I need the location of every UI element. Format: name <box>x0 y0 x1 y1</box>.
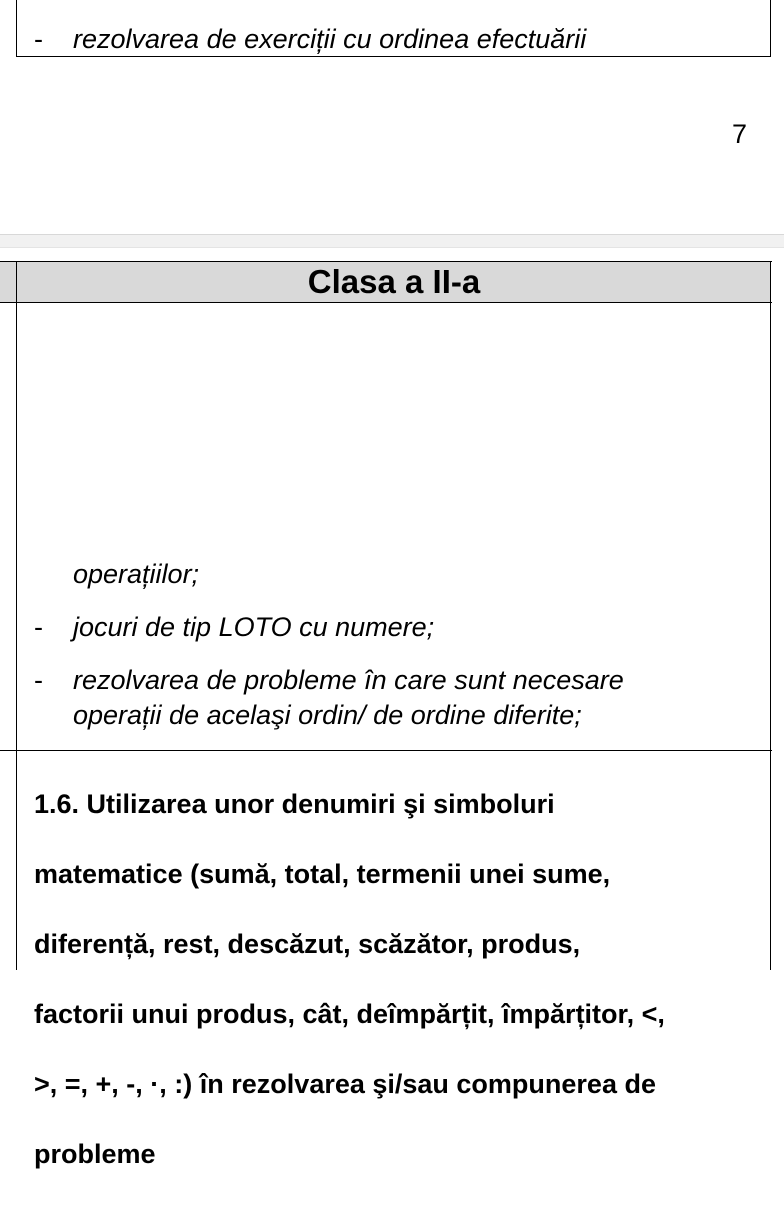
header-bottom-border <box>0 302 772 303</box>
list-item-continuation: operații de acelaşi ordin/ de ordine diferite; <box>73 700 582 730</box>
competency-line: factorii unui produs, cât, deîmpărțit, împărțitor, <, <box>34 999 665 1029</box>
list-dash: - <box>34 665 43 695</box>
list-item: rezolvarea de exerciții cu ordinea efectuării <box>73 24 587 54</box>
competency-line: diferență, rest, descăzut, scăzător, produs, <box>34 929 581 959</box>
page-number: 7 <box>732 119 748 149</box>
document-page-top <box>0 0 784 234</box>
table-header-left-cell <box>0 262 17 302</box>
row-divider <box>0 750 772 751</box>
list-dash: - <box>34 612 43 642</box>
list-dash: - <box>34 24 43 54</box>
competency-line: >, =, +, -, ·, :) în rezolvarea şi/sau compunerea de <box>34 1069 656 1099</box>
competency-line: 1.6. Utilizarea unor denumiri şi simboluri <box>34 789 555 819</box>
competency-line: matematice (sumă, total, termenii unei sume, <box>34 859 611 889</box>
table-header <box>17 262 771 302</box>
list-item: rezolvarea de probleme în care sunt necesare <box>73 665 624 695</box>
page-separator <box>0 234 784 248</box>
table-border-right <box>770 0 771 57</box>
table-column-divider <box>16 261 17 970</box>
table-border-top <box>0 261 772 262</box>
table-border-left <box>16 0 17 57</box>
competency-text <box>34 752 774 1207</box>
list-item: jocuri de tip LOTO cu numere; <box>73 612 435 642</box>
competency-line: probleme <box>34 1139 156 1169</box>
class-title: Clasa a II-a <box>307 263 481 300</box>
table-border-bottom <box>16 56 771 57</box>
list-item-continuation: operațiilor; <box>73 559 200 589</box>
